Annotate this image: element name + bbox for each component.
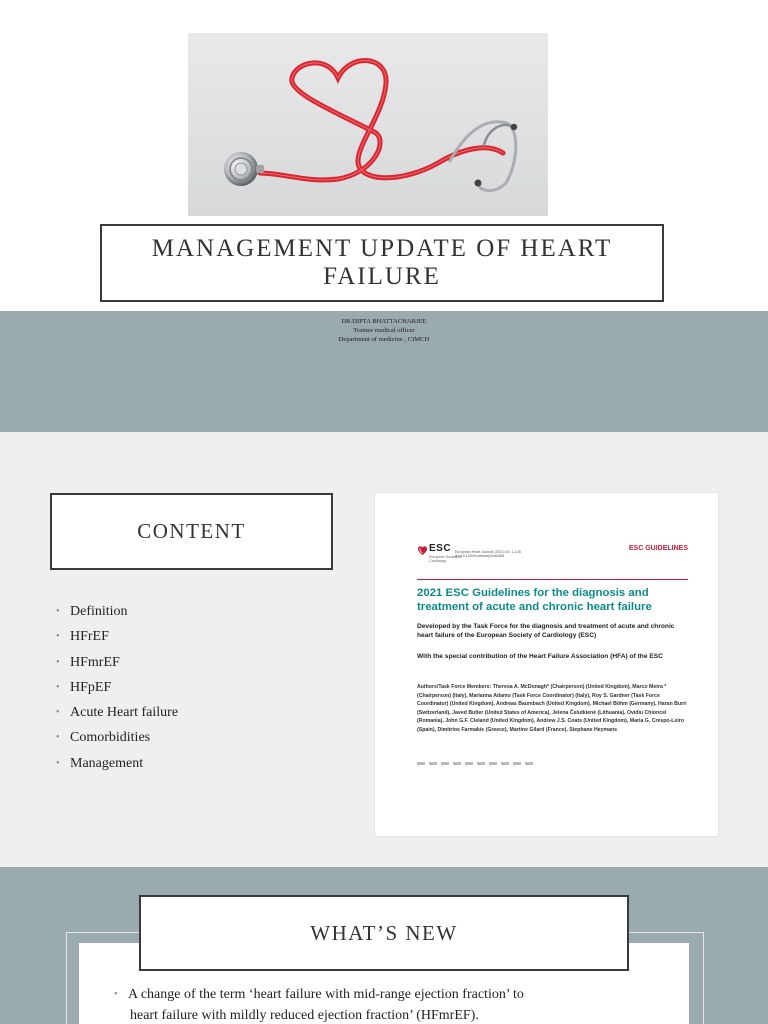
list-item <box>56 599 178 624</box>
bullet-icon: • <box>56 681 60 693</box>
guidelines-tag: ESC GUIDELINES <box>628 545 688 552</box>
whats-new-heading-box <box>139 895 629 971</box>
list-item-label: HFrEF <box>70 629 109 645</box>
bullet-icon: • <box>56 656 60 668</box>
list-item-label: HFmrEF <box>70 654 120 670</box>
whats-new-slide <box>0 867 768 1024</box>
content-slide <box>0 432 768 867</box>
whats-new-heading: WHAT’S NEW <box>310 920 458 945</box>
journal-doi: doi:10.1093/eurheartj/ehab368 <box>455 554 504 559</box>
bullet-icon: • <box>56 707 60 719</box>
bullet-text-line-1: A change of the term ‘heart failure with mid-range ejection fraction’ to <box>128 987 524 1002</box>
content-heading: CONTENT <box>137 519 246 543</box>
author-name: DR.DIPTA BHATTACHARJEE <box>341 318 427 325</box>
content-heading-box <box>50 493 333 570</box>
list-item-label: HFpEF <box>70 679 112 695</box>
bullet-icon: • <box>56 631 60 643</box>
presentation-title: MANAGEMENT UPDATE OF HEART FAILURE <box>151 235 613 290</box>
list-item <box>56 650 178 675</box>
journal-citation <box>455 550 545 558</box>
esc-logo-subtitle: European Society of Cardiology <box>429 555 462 564</box>
guideline-cover <box>385 503 706 795</box>
list-item <box>56 725 178 750</box>
whats-new-bullet <box>114 984 634 1024</box>
header-rule <box>417 579 688 580</box>
bullet-icon: • <box>114 989 118 1000</box>
list-item-label: Comorbidities <box>70 730 151 746</box>
list-item <box>56 700 178 725</box>
bullet-icon: • <box>56 606 60 617</box>
author-role: Trainee medical officer <box>353 327 415 334</box>
author-department: Department of medicine , CIMCH <box>338 336 430 343</box>
guideline-title: 2021 ESC Guidelines for the diagnosis and treatment of acute and chronic heart failure <box>417 587 652 613</box>
esc-heart-icon <box>417 545 428 556</box>
content-list <box>56 599 178 776</box>
title-slide <box>0 0 768 432</box>
list-item-label: Management <box>70 755 144 771</box>
truncated-text-line <box>417 762 537 765</box>
title-box <box>100 224 664 302</box>
task-force-statement: Developed by the Task Force for the diagnosis and treatment of acute and chronic heart failure of the European Society of Cardiology (ESC) <box>417 623 675 639</box>
list-item-label: Definition <box>70 604 128 619</box>
list-item <box>56 751 178 776</box>
bullet-icon: • <box>56 732 60 744</box>
bullet-icon: • <box>56 757 60 769</box>
author-block <box>0 317 768 344</box>
author-band <box>0 311 768 432</box>
bullet-text-line-2: heart failure with mildly reduced ejection fraction’ (HFmrEF). <box>130 1008 479 1023</box>
list-item <box>56 675 178 700</box>
list-item-label: Acute Heart failure <box>70 705 179 721</box>
list-item <box>56 624 178 649</box>
author-list: Authors/Task Force Members: Theresa A. McDonagh* (Chairperson) (United Kingdom), Marco Metra * (Chairperson) (Italy), Marianna Adamo (Task Force Coordinator) (Italy), Roy S. Gardner (Task Force Coordinator) (United Kingdom), Andreas Baumbach (United Kingdom), Michael Böhm (Germany), Haran Burri (Switzerland), Javed Butler (United States of America), Jelena Čelutkienė (Lithuania), Ovidiu Chioncel (Romania), John G.F. Cleland (United Kingdom), Andrew J.S. Coats (United Kingdom), Maria G. Crespo-Leiro (Spain), Dimitrios Farmakis (Greece), Martine Gilard (France), Stephane Heymans <box>417 684 687 733</box>
stethoscope-heart-icon <box>188 33 548 216</box>
guideline-cover-frame <box>375 493 718 836</box>
journal-line: European Heart Journal (2021) 00, 1-128 <box>455 550 521 554</box>
contribution-statement: With the special contribution of the Heart Failure Association (HFA) of the ESC <box>417 653 663 660</box>
stethoscope-heart-image <box>188 33 548 216</box>
esc-logo-text: ESC <box>429 543 452 554</box>
